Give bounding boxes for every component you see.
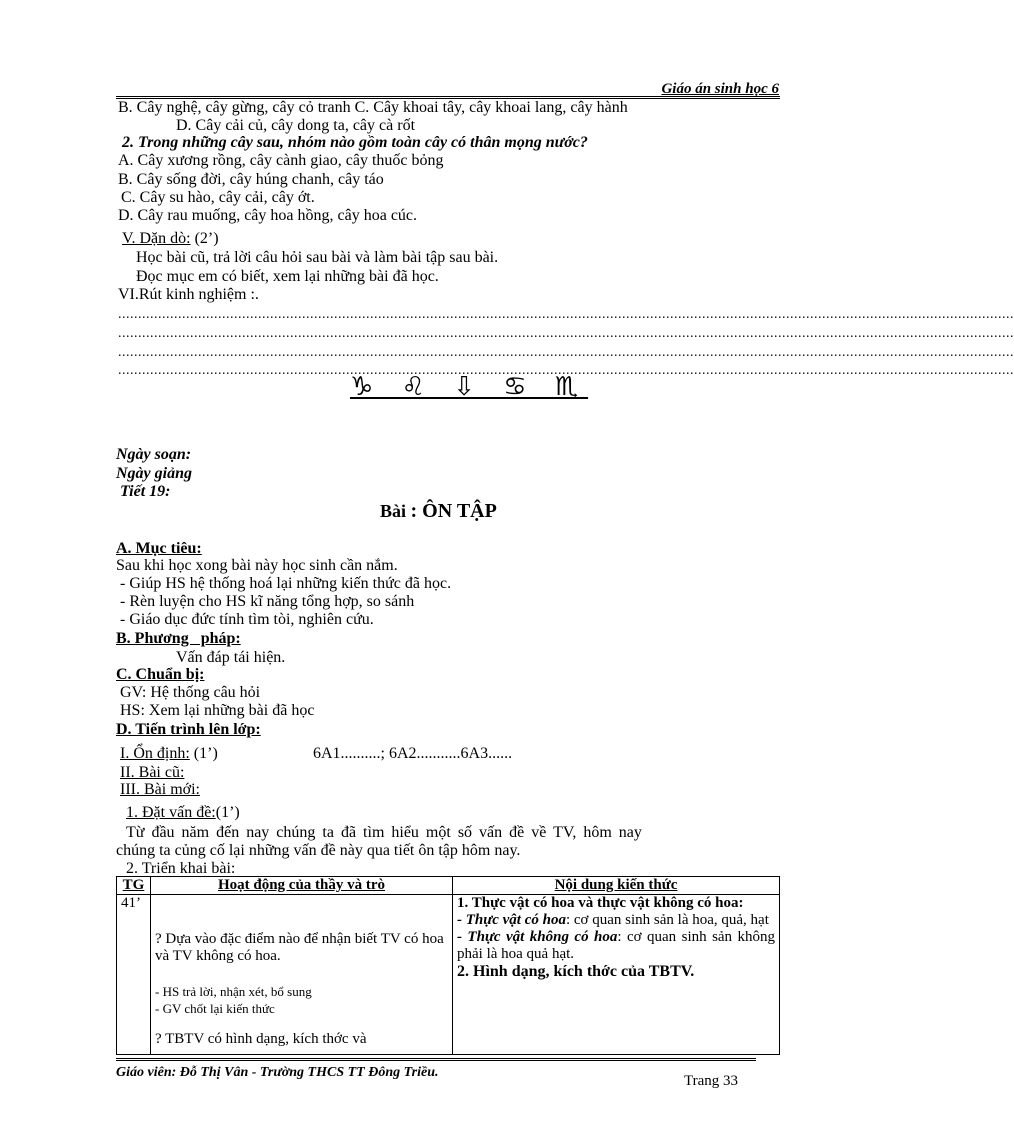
section-d-p1-time: (1’) <box>215 804 240 821</box>
homework-time: (2’) <box>194 230 219 247</box>
table-cell-tg: 41’ <box>117 895 151 1055</box>
q2-option-c: C. Cây su hào, cây cải, cây ớt. <box>121 189 315 206</box>
q2-option-b: B. Cây sống đời, cây húng chanh, cây táo <box>118 171 384 188</box>
section-c-heading: C. Chuẩn bị: <box>116 666 205 683</box>
lesson-activity-table <box>116 876 780 1055</box>
section-d-classes: 6A1..........; 6A2...........6A3...... <box>313 745 513 762</box>
q2-option-a: A. Cây xương rồng, cây cành giao, cây thuốc bỏng <box>118 152 444 169</box>
dotted-line-4: ................................................................................................................................................................................................................................ <box>118 363 1014 378</box>
tiet-number: Tiết 19: <box>120 483 171 500</box>
lesson-title <box>380 502 497 520</box>
section-a-item-2: - Rèn luyện cho HS kĩ năng tổng hợp, so sánh <box>116 593 415 610</box>
ngay-giang: Ngày giảng <box>116 465 192 482</box>
content-para-1 <box>457 912 775 929</box>
homework-heading-row <box>122 230 219 248</box>
section-d-p2: 2. Triển khai bài: <box>126 860 236 877</box>
footer-rule <box>116 1058 756 1059</box>
homework-line-1: Học bài cũ, trả lời câu hỏi sau bài và làm bài tập sau bài. <box>136 249 499 266</box>
section-d-i-time: (1’) <box>193 745 218 762</box>
experience-heading: VI.Rút kinh nghiệm :. <box>118 286 259 303</box>
section-d-p1-text-1: Từ đầu năm đến nay chúng ta đã tìm hiểu một số vấn đề về TV, hôm nay <box>126 824 642 841</box>
section-d-i <box>120 745 218 763</box>
content-para-2 <box>457 929 775 963</box>
section-d-iii: III. Bài mới: <box>120 781 200 798</box>
section-a-item-3: - Giáo dục đức tính tìm tòi, nghiên cứu. <box>116 611 374 628</box>
content-para-2-bold: - Thực vật không có hoa <box>457 929 618 945</box>
option-line-bc: B. Cây nghệ, cây gừng, cây cỏ tranh C. Cây khoai tây, cây khoai lang, cây hành <box>118 99 628 116</box>
content-heading-2: 2. Hình dạng, kích thớc của TBTV. <box>457 963 695 980</box>
q2-option-d: D. Cây rau muống, cây hoa hồng, cây hoa cúc. <box>118 207 418 224</box>
table-header-content: Nội dung kiến thức <box>453 877 780 895</box>
content-para-1-bold: - Thực vật có hoa <box>457 912 566 928</box>
question-2: 2. Trong những cây sau, nhóm nào gồm toàn cây có thân mọng nước? <box>122 134 588 151</box>
homework-line-2: Đọc mục em có biết, xem lại những bài đã học. <box>136 268 439 285</box>
footer-page-number: Trang 33 <box>684 1073 739 1089</box>
section-d-p1-label: 1. Đặt vấn đề: <box>126 804 216 821</box>
footer-rule-secondary <box>116 1060 756 1061</box>
table-cell-activity <box>151 895 453 1055</box>
section-d-ii: II. Bài cũ: <box>120 764 185 781</box>
section-a-heading: A. Mục tiêu: <box>116 540 202 557</box>
section-d-heading: D. Tiến trình lên lớp: <box>116 721 261 738</box>
section-c-hs: HS: Xem lại những bài đã học <box>116 702 315 719</box>
homework-heading: V. Dặn dò: <box>122 230 191 247</box>
content-heading-1: 1. Thực vật có hoa và thực vật không có hoa: <box>457 895 744 911</box>
header-rule <box>116 96 780 97</box>
header-title: Giáo án sinh học 6 <box>661 81 779 97</box>
decorative-symbols: ♑ ♌ ⇩ ♋ ♏ <box>350 372 589 402</box>
activity-question-2: ? TBTV có hình dạng, kích thớc và <box>155 1031 367 1047</box>
section-b-heading: B. Phương pháp: <box>116 630 241 647</box>
footer-teacher: Giáo viên: Đỗ Thị Vân - Trường THCS TT Đông Triều. <box>116 1065 439 1080</box>
section-b-text: Vấn đáp tái hiện. <box>176 649 286 666</box>
table-header-activity: Hoạt động của thầy và trò <box>151 877 453 895</box>
ngay-soan: Ngày soạn: <box>116 446 192 463</box>
content-para-2-text: : cơ quan sinh sản không phải là hoa quả hạt. <box>457 929 776 962</box>
lesson-title-prefix: Bài <box>380 501 407 521</box>
activity-response-1: - HS trả lời, nhận xét, bổ sung <box>155 984 312 999</box>
section-d-p1 <box>126 804 240 822</box>
dotted-line-3: ................................................................................................................................................................................................................................ <box>118 345 1014 360</box>
table-row <box>117 895 780 1055</box>
section-d-p1-text-2: chúng ta củng cố lại những vấn đề này qua tiết ôn tập hôm nay. <box>116 842 521 859</box>
dotted-line-2: ................................................................................................................................................................................................................................ <box>118 326 1014 341</box>
section-a-item-1: - Giúp HS hệ thống hoá lại những kiến thức đã học. <box>116 575 452 592</box>
content-para-1-text: : cơ quan sinh sản là hoa, quả, hạt <box>565 912 769 928</box>
section-a-intro: Sau khi học xong bài này học sinh cần nắm. <box>116 557 398 574</box>
dotted-line-1: ................................................................................................................................................................................................................................ <box>118 307 1014 322</box>
table-cell-content <box>453 895 780 1055</box>
lesson-title-main: : ÔN TẬP <box>410 500 497 522</box>
activity-response-2: - GV chốt lại kiến thức <box>155 1001 275 1016</box>
table-header-tg: TG <box>117 877 151 895</box>
activity-question-1: ? Dựa vào đặc điểm nào để nhận biết TV có hoa và TV không có hoa. <box>155 931 444 964</box>
table-header-row <box>117 877 780 895</box>
section-c-gv: GV: Hệ thống câu hỏi <box>116 684 261 701</box>
option-line-d: D. Cây cải củ, cây dong ta, cây cà rốt <box>176 117 416 134</box>
section-d-i-label: I. Ổn định: <box>120 745 190 762</box>
